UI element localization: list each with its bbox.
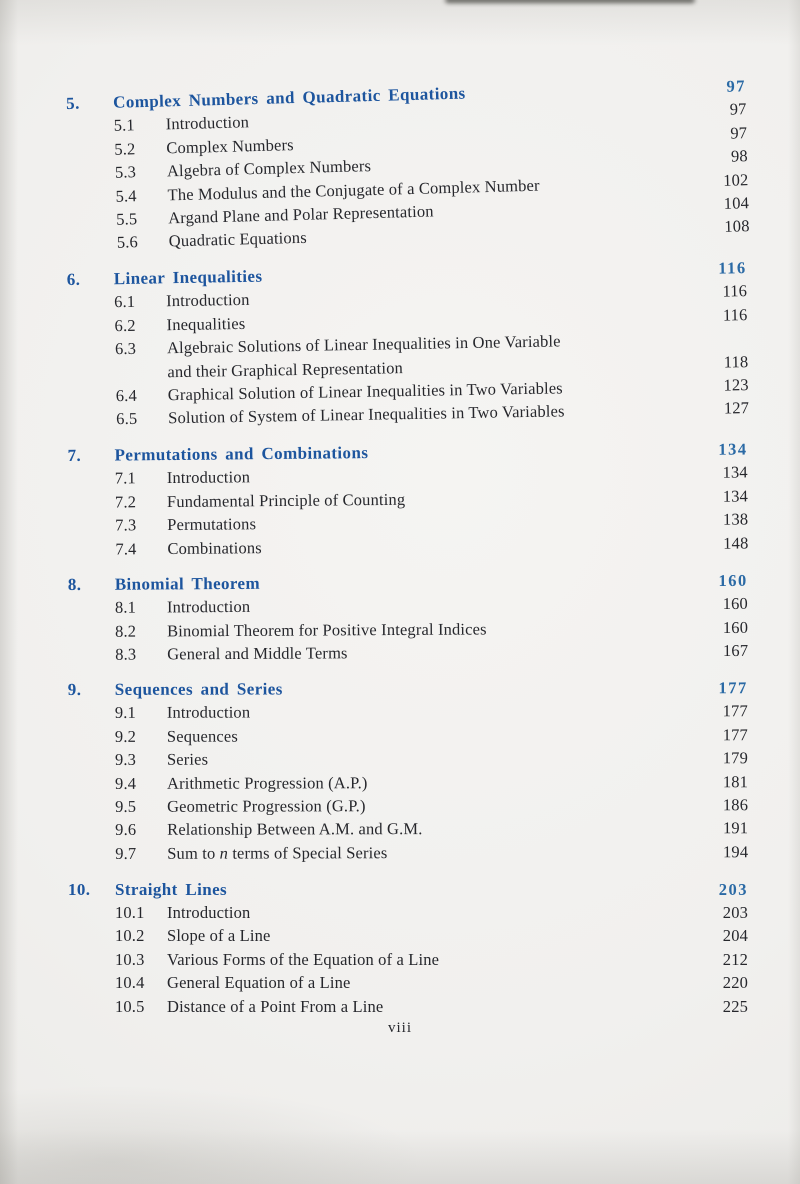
section-page-number: 167: [722, 640, 749, 660]
section-row: [115, 723, 748, 748]
section-title: Arithmetic Progression (A.P.): [167, 773, 368, 793]
page-footer: viii: [387, 1020, 412, 1036]
section-page-number: 116: [722, 281, 748, 301]
chapter-number: 7.: [67, 445, 82, 465]
section-row: [115, 615, 748, 642]
section-number: 7.4: [115, 538, 137, 558]
section-title: Various Forms of the Equation of a Line: [167, 949, 440, 969]
section-number: 5.5: [115, 209, 138, 229]
section-number: 6.4: [115, 385, 138, 406]
section-title: Algebraic Solutions of Linear Inequalities in One Variable and their Graphical Representation: [166, 331, 561, 381]
section-number: 6.3: [114, 338, 137, 359]
section-title: Sequences: [166, 726, 238, 746]
section-page-number: 108: [724, 216, 750, 237]
section-number: 6.5: [116, 409, 138, 429]
section-page-number: 177: [722, 701, 748, 722]
chapter-block: [68, 677, 748, 866]
chapter-number: 8.: [67, 574, 82, 594]
section-page-number: 138: [722, 509, 749, 529]
section-title: Sum to n terms of Special Series: [167, 843, 388, 863]
section-page-number: 204: [722, 926, 748, 946]
chapter-page-number: 177: [718, 678, 748, 698]
chapter-row: [68, 677, 748, 702]
section-row: [115, 794, 748, 819]
section-number: 7.2: [114, 491, 137, 512]
section-title: General and Middle Terms: [167, 643, 348, 664]
section-page-number: 116: [722, 304, 748, 325]
chapter-title: Permutations and Combinations: [114, 442, 369, 465]
section-title: Distance of a Point From a Line: [167, 996, 384, 1016]
section-page-number: 220: [722, 973, 748, 993]
section-title: Geometric Progression (G.P.): [167, 796, 366, 817]
section-title: The Modulus and the Conjugate of a Complex Number: [167, 175, 540, 205]
chapter-block: [68, 878, 748, 1018]
chapter-page-number: 203: [718, 879, 748, 899]
section-title: Introduction: [166, 703, 251, 723]
section-page-number: 194: [722, 842, 749, 862]
section-page-number: 181: [722, 772, 749, 792]
section-page-number: 104: [723, 193, 750, 213]
chapter-title: Straight Lines: [115, 879, 228, 899]
section-number: 8.1: [114, 597, 137, 617]
section-row: [115, 770, 748, 795]
section-page-number: 179: [722, 748, 748, 768]
section-title: Introduction: [167, 903, 251, 922]
section-number: 9.7: [115, 844, 137, 864]
section-row: [115, 924, 748, 947]
section-row: [115, 592, 748, 619]
section-number: 9.5: [115, 797, 137, 817]
section-page-number: 123: [723, 375, 749, 395]
section-title: Combinations: [167, 537, 262, 558]
section-title: Introduction: [165, 290, 250, 311]
chapter-title: Sequences and Series: [114, 679, 283, 700]
section-number: 10.2: [115, 926, 145, 946]
section-row: [115, 901, 748, 924]
section-page-number: 97: [729, 99, 747, 120]
section-title: Permutations: [167, 514, 257, 534]
section-title: General Equation of a Line: [167, 973, 351, 993]
section-number: 9.2: [114, 726, 137, 747]
section-page-number: 160: [722, 593, 748, 614]
section-page-number: 134: [722, 485, 749, 506]
section-number: 6.2: [114, 315, 136, 335]
section-title: Complex Numbers: [166, 134, 294, 158]
chapter-block: [67, 437, 748, 561]
section-row: [115, 747, 748, 772]
chapter-page-number: 116: [718, 257, 747, 278]
chapter-number: 10.: [68, 879, 91, 899]
chapter-row: [68, 878, 748, 901]
section-row: [115, 817, 748, 842]
section-number: 7.3: [115, 515, 137, 535]
section-number: 5.6: [116, 232, 139, 253]
section-row: [115, 840, 748, 865]
section-number: 9.4: [115, 773, 137, 793]
chapter-number: 5.: [65, 93, 80, 114]
chapter-block: [68, 569, 749, 667]
chapter-number: 9.: [67, 680, 82, 700]
section-page-number: 203: [722, 903, 748, 922]
section-title: Quadratic Equations: [168, 228, 308, 251]
section-number: 10.4: [115, 973, 145, 993]
section-number: 8.2: [115, 621, 137, 641]
section-number: 9.3: [114, 750, 137, 770]
section-page-number: 98: [730, 146, 749, 166]
section-number: 8.3: [115, 644, 137, 664]
chapter-page-number: 160: [718, 570, 748, 590]
book-edge-shadow: [445, 0, 695, 3]
chapter-page-number: 97: [726, 76, 747, 96]
section-number: 5.1: [113, 115, 136, 136]
section-row: [115, 700, 748, 725]
chapter-title: Linear Inequalities: [113, 266, 263, 289]
section-title: Argand Plane and Polar Representation: [167, 201, 434, 228]
section-page-number: 225: [722, 996, 748, 1016]
section-row: [115, 639, 748, 666]
section-title: Binomial Theorem for Positive Integral Indices: [167, 618, 487, 640]
section-title: Slope of a Line: [167, 926, 271, 946]
chapter-number: 6.: [66, 269, 81, 289]
chapter-page-number: 134: [718, 439, 748, 459]
section-title: Relationship Between A.M. and G.M.: [167, 819, 423, 840]
section-page-number: 127: [723, 398, 750, 418]
section-title: Introduction: [166, 597, 251, 617]
section-page-number: 177: [722, 725, 748, 745]
section-page-number: 160: [722, 617, 749, 637]
section-number: 7.1: [114, 468, 136, 488]
section-number: 5.2: [114, 139, 136, 159]
section-row: [115, 971, 748, 994]
chapter-title: Complex Numbers and Quadratic Equations: [112, 83, 466, 112]
section-page-number: 212: [722, 949, 748, 969]
chapter-block: [66, 74, 750, 256]
section-page-number: 186: [722, 795, 749, 815]
section-title: Inequalities: [166, 313, 246, 334]
section-page-number: 134: [722, 462, 748, 482]
section-page-number: 97: [730, 123, 748, 143]
section-number: 6.1: [114, 292, 136, 312]
section-title: Graphical Solution of Linear Inequalities in Two Variables: [167, 378, 563, 405]
section-page-number: 118: [723, 351, 749, 372]
section-title: Series: [166, 750, 209, 770]
section-page-number: 191: [722, 819, 749, 839]
chapter-title: Binomial Theorem: [114, 573, 261, 594]
section-title: Solution of System of Linear Inequalities in Two Variables: [168, 401, 565, 428]
section-number: 10.3: [115, 949, 145, 969]
section-title: Fundamental Principle of Counting: [166, 489, 406, 511]
section-title: Algebra of Complex Numbers: [166, 156, 372, 181]
section-title: Introduction: [165, 112, 250, 134]
toc-list: [65, 76, 750, 1018]
section-title: Introduction: [166, 467, 251, 488]
chapter-block: [67, 256, 750, 432]
section-number: 10.1: [115, 903, 145, 922]
section-page-number: 148: [723, 532, 749, 553]
section-number: 9.6: [115, 820, 137, 840]
section-number: 5.3: [114, 162, 137, 182]
section-number: 5.4: [115, 185, 137, 206]
section-page-number: 102: [722, 169, 749, 190]
section-row: [115, 948, 748, 971]
section-number: 9.1: [114, 703, 136, 723]
section-number: 10.5: [115, 996, 145, 1016]
section-row: [115, 995, 748, 1018]
